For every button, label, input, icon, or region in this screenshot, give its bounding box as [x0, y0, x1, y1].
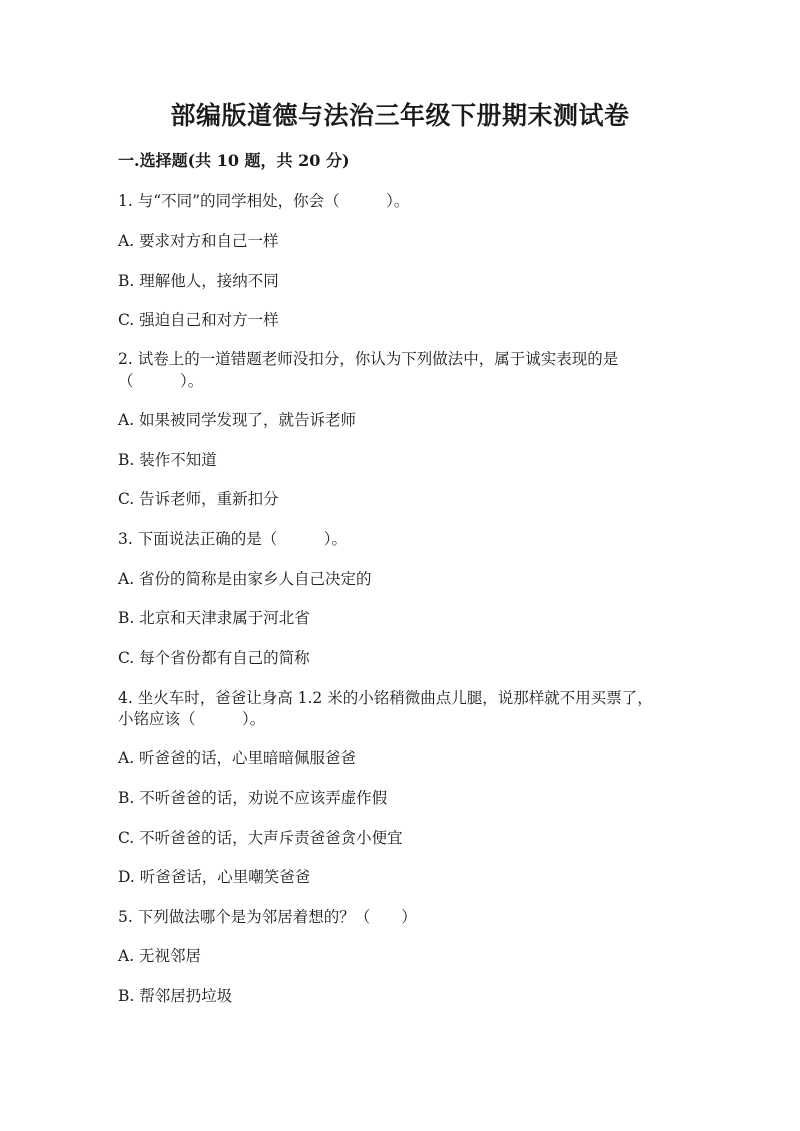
question-1-stem: 1. 与“不同”的同学相处，你会（ ）。	[118, 192, 410, 210]
question-3-option-c: C. 每个省份都有自己的简称	[118, 649, 310, 667]
question-1-option-c: C. 强迫自己和对方一样	[118, 311, 279, 329]
question-5-option-a: A. 无视邻居	[118, 947, 202, 965]
question-3-option-a: A. 省份的简称是由家乡人自己决定的	[118, 570, 372, 588]
question-4-option-c: C. 不听爸爸的话，大声斥责爸爸贪小便宜	[118, 829, 403, 847]
section-heading: 一.选择题(共 10 题，共 20 分)	[118, 151, 350, 170]
question-5-option-b: B. 帮邻居扔垃圾	[118, 987, 233, 1005]
question-2-stem: 2. 试卷上的一道错题老师没扣分，你认为下列做法中，属于诚实表现的是	[118, 350, 619, 368]
question-2-option-b: B. 装作不知道	[118, 451, 217, 469]
question-2-stem-cont: （ ）。	[118, 372, 204, 390]
question-4-option-a: A. 听爸爸的话，心里暗暗佩服爸爸	[118, 749, 357, 767]
question-4-option-b: B. 不听爸爸的话，劝说不应该弄虚作假	[118, 789, 388, 807]
question-3-stem: 3. 下面说法正确的是（ ）。	[118, 530, 347, 548]
question-1-option-b: B. 理解他人，接纳不同	[118, 272, 279, 290]
question-1-option-a: A. 要求对方和自己一样	[118, 232, 279, 250]
question-2-option-a: A. 如果被同学发现了，就告诉老师	[118, 411, 357, 429]
question-5-stem: 5. 下列做法哪个是为邻居着想的？（ ）	[118, 908, 417, 926]
question-2-option-c: C. 告诉老师，重新扣分	[118, 490, 279, 508]
question-4-stem: 4. 坐火车时，爸爸让身高 1.2 米的小铭稍微曲点儿腿，说那样就不用买票了，	[118, 689, 653, 707]
page-title: 部编版道德与法治三年级下册期末测试卷	[170, 101, 630, 130]
question-4-stem-cont: 小铭应该（ ）。	[118, 710, 266, 728]
question-4-option-d: D. 听爸爸话，心里嘲笑爸爸	[118, 868, 311, 886]
question-3-option-b: B. 北京和天津隶属于河北省	[118, 609, 310, 627]
